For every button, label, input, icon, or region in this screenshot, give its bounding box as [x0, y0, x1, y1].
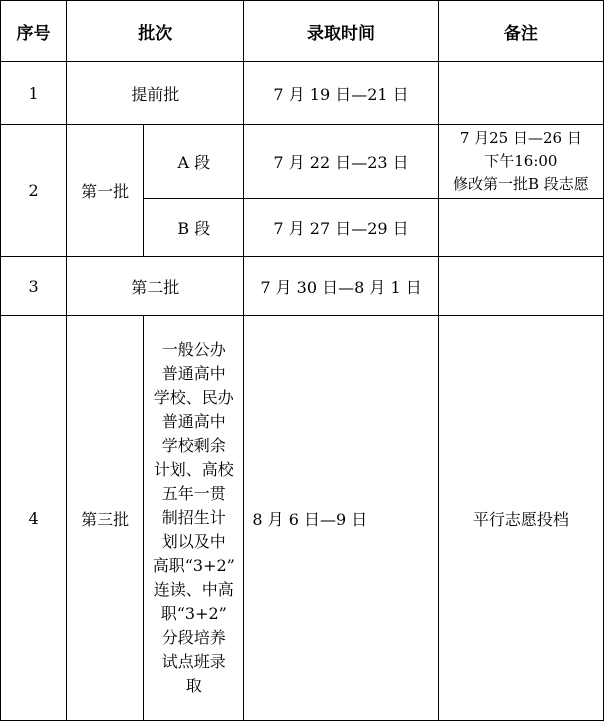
header-batch: 批次 — [67, 1, 244, 62]
row-time: 7 月 19 日—21 日 — [244, 62, 438, 125]
row-batch: 第二批 — [67, 257, 244, 316]
row-no: 2 — [1, 125, 67, 257]
row-note: 平行志愿投档 — [438, 316, 603, 721]
table-row — [1, 62, 604, 125]
row-time: 7 月 30 日—8 月 1 日 — [244, 257, 438, 316]
segment-detail: 一般公办 普通高中 学校、民办 普通高中 学校剩余 计划、高校 五年一贯 制招生计 划以及中 高职“3+2” 连读、中高 职“3+2” 分段培养 试点班录 取 — [144, 316, 244, 721]
table-row — [1, 125, 604, 199]
header-note: 备注 — [438, 1, 603, 62]
segment-label: A 段 — [144, 125, 244, 199]
row-note — [438, 199, 603, 257]
row-note — [438, 62, 603, 125]
row-no: 3 — [1, 257, 67, 316]
table-row — [1, 316, 604, 721]
header-time: 录取时间 — [244, 1, 438, 62]
row-batch: 第一批 — [67, 125, 144, 257]
segment-label: B 段 — [144, 199, 244, 257]
row-no: 4 — [1, 316, 67, 721]
row-note: 7 月25 日—26 日 下午16:00 修改第一批B 段志愿 — [438, 125, 603, 199]
row-time: 8 月 6 日—9 日 — [244, 316, 438, 721]
row-batch: 提前批 — [67, 62, 244, 125]
row-batch: 第三批 — [67, 316, 144, 721]
row-note — [438, 257, 603, 316]
row-time: 7 月 27 日—29 日 — [244, 199, 438, 257]
table-row — [1, 257, 604, 316]
header-row — [1, 1, 604, 62]
row-time: 7 月 22 日—23 日 — [244, 125, 438, 199]
row-no: 1 — [1, 62, 67, 125]
header-no: 序号 — [1, 1, 67, 62]
